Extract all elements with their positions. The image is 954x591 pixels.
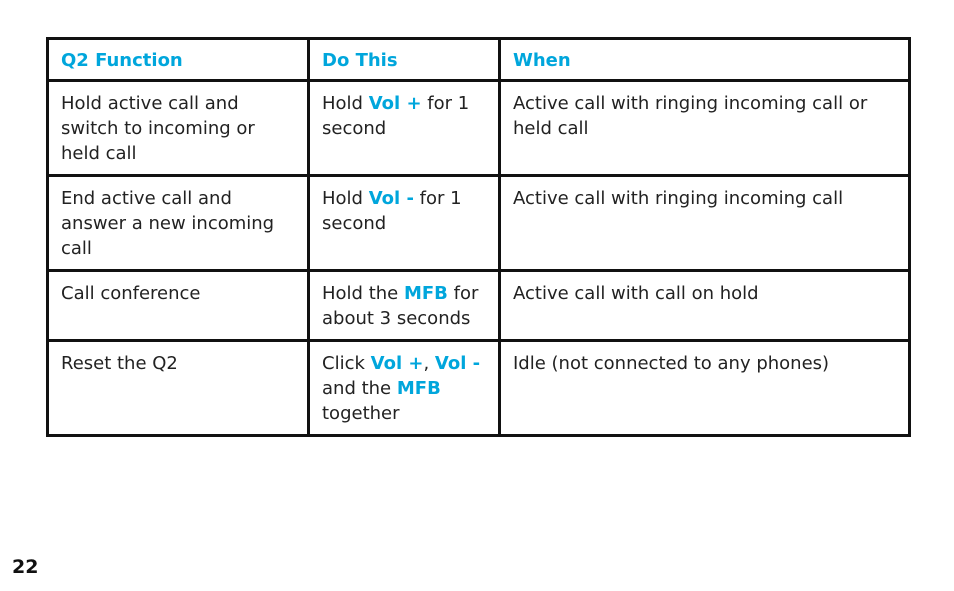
table-row [48, 271, 910, 341]
cell-when: Active call with ringing incoming call [500, 176, 910, 271]
cell-when: Active call with ringing incoming call or held call [500, 81, 910, 176]
highlighted-term: Vol - [368, 188, 414, 209]
instruction-text: Hold [322, 188, 369, 209]
instruction-text: Hold the [322, 283, 404, 304]
instruction-text: , [423, 353, 435, 374]
instruction-text: Click [322, 353, 371, 374]
table-body [48, 81, 910, 436]
table-row [48, 341, 910, 436]
highlighted-term: Vol + [370, 353, 424, 374]
function-table [46, 37, 911, 437]
highlighted-term: MFB [396, 378, 441, 399]
instruction-text: for about 3 seconds [322, 283, 479, 329]
cell-when: Idle (not connected to any phones) [500, 341, 910, 436]
highlighted-term: Vol - [434, 353, 481, 374]
cell-when: Active call with call on hold [500, 271, 910, 341]
cell-do-this [309, 341, 500, 436]
table-header-row [48, 39, 910, 81]
highlighted-term: Vol + [368, 93, 422, 114]
header-function: Q2 Function [48, 39, 309, 81]
instruction-text: and the [322, 378, 397, 399]
cell-function: Reset the Q2 [48, 341, 309, 436]
table-row [48, 176, 910, 271]
cell-function: Call conference [48, 271, 309, 341]
header-when: When [500, 39, 910, 81]
header-do-this: Do This [309, 39, 500, 81]
highlighted-term: MFB [403, 283, 448, 304]
instruction-text: together [322, 403, 400, 424]
cell-do-this [309, 176, 500, 271]
page-number: 22 [12, 556, 39, 578]
cell-function: End active call and answer a new incoming call [48, 176, 309, 271]
instruction-text: Hold [322, 93, 369, 114]
instruction-text: for 1 second [322, 188, 462, 234]
cell-do-this [309, 271, 500, 341]
table-row [48, 81, 910, 176]
cell-function: Hold active call and switch to incoming or held call [48, 81, 309, 176]
cell-do-this [309, 81, 500, 176]
instruction-text: for 1 second [322, 93, 470, 139]
